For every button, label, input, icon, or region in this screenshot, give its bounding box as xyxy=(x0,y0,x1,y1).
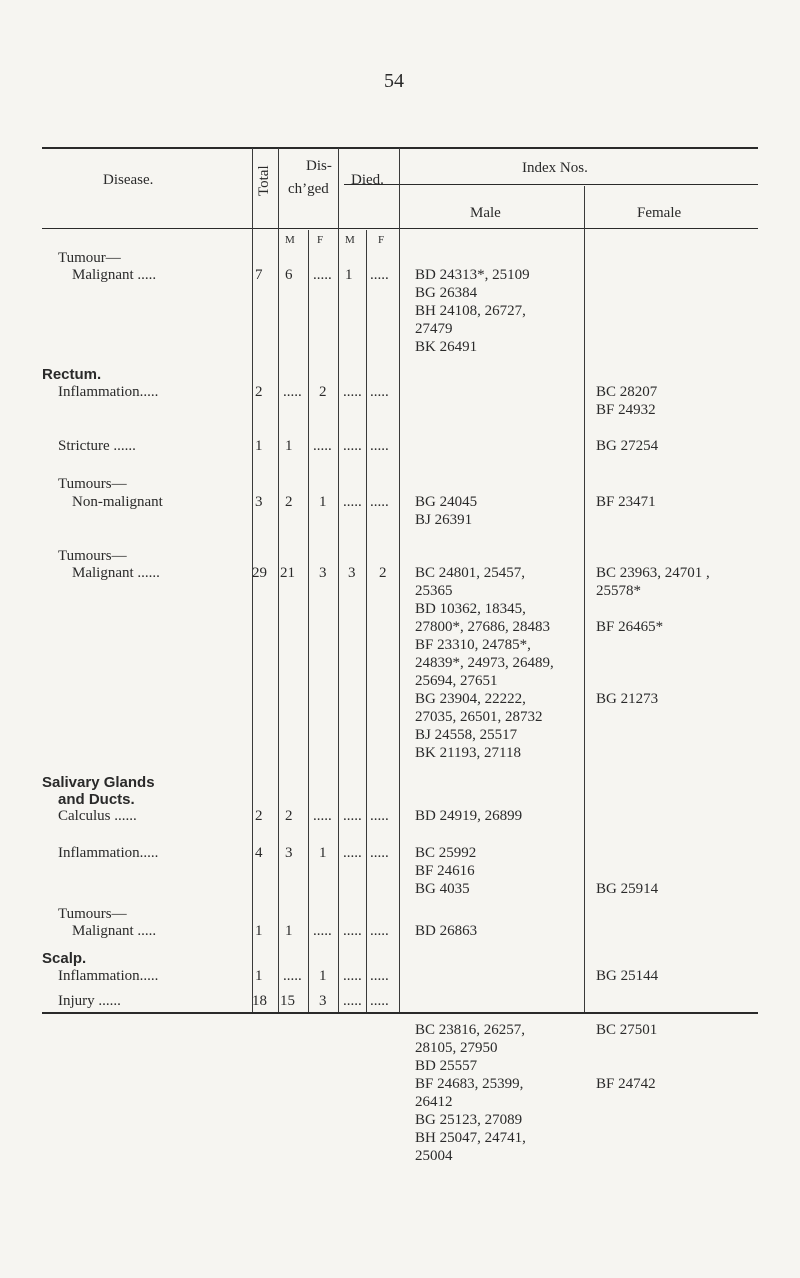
disease-label: Non-malignant xyxy=(72,494,163,510)
header-index: Index Nos. xyxy=(522,160,588,176)
died-m-cell: 1 xyxy=(345,267,353,283)
disease-label: Inflammation..... xyxy=(58,845,159,861)
female-index: BF 23471 xyxy=(596,494,656,510)
dischd-f-cell: ..... xyxy=(313,267,332,283)
female-index: BF 26465* xyxy=(596,619,664,635)
male-index: BG 24045 xyxy=(415,494,478,510)
dischd-f-cell: 1 xyxy=(319,494,327,510)
col-line xyxy=(308,230,309,1012)
header-discharged-1: Dis- xyxy=(306,158,332,174)
male-index: BC 25992 xyxy=(415,845,477,861)
index-header-rule xyxy=(344,184,758,185)
died-m-cell: ..... xyxy=(343,808,362,824)
dischd-m-cell: 2 xyxy=(285,494,293,510)
disease-label: Stricture ...... xyxy=(58,438,136,454)
male-index: BG 4035 xyxy=(415,881,470,897)
died-f-cell: ..... xyxy=(370,384,389,400)
header-female: Female xyxy=(637,205,682,221)
male-index: BG 23904, 22222, xyxy=(415,691,526,707)
male-index: BD 25557 xyxy=(415,1058,478,1074)
subheader-died-m: M xyxy=(345,234,355,246)
died-f-cell: ..... xyxy=(370,267,389,283)
header-died: Died. xyxy=(351,172,384,188)
row-heading: Tumours— xyxy=(58,548,127,564)
male-index: BD 26863 xyxy=(415,923,478,939)
female-index: BG 25144 xyxy=(596,968,659,984)
dischd-m-cell: ..... xyxy=(283,384,302,400)
dischd-f-cell: 1 xyxy=(319,968,327,984)
header-disease: Disease. xyxy=(103,172,154,188)
dischd-f-cell: ..... xyxy=(313,438,332,454)
died-f-cell: ..... xyxy=(370,993,389,1009)
female-index: BC 23963, 24701 , xyxy=(596,565,710,581)
dischd-m-cell: 6 xyxy=(285,267,293,283)
bottom-rule xyxy=(42,1012,758,1014)
died-f-cell: 2 xyxy=(379,565,387,581)
disease-label: Malignant ...... xyxy=(72,565,160,581)
male-index: BK 26491 xyxy=(415,339,478,355)
male-index: 25694, 27651 xyxy=(415,673,498,689)
male-index: BG 25123, 27089 xyxy=(415,1112,523,1128)
male-index: BJ 24558, 25517 xyxy=(415,727,518,743)
disease-label: Calculus ...... xyxy=(58,808,137,824)
died-m-cell: ..... xyxy=(343,384,362,400)
died-m-cell: ..... xyxy=(343,494,362,510)
male-index: 27800*, 27686, 28483 xyxy=(415,619,550,635)
male-index: 28105, 27950 xyxy=(415,1040,498,1056)
male-index: BF 23310, 24785*, xyxy=(415,637,531,653)
col-line xyxy=(338,148,339,1012)
male-index: 25004 xyxy=(415,1148,453,1164)
dischd-m-cell: 1 xyxy=(285,438,293,454)
subheader-discharged-m: M xyxy=(285,234,295,246)
disease-label: Inflammation..... xyxy=(58,968,159,984)
died-f-cell: ..... xyxy=(370,968,389,984)
male-index: BD 24313*, 25109 xyxy=(415,267,530,283)
col-line xyxy=(399,148,400,1012)
total-cell: 3 xyxy=(255,494,263,510)
page-number: 54 xyxy=(384,70,404,92)
female-index: BG 21273 xyxy=(596,691,659,707)
male-index: BG 26384 xyxy=(415,285,478,301)
male-index: BD 10362, 18345, xyxy=(415,601,526,617)
total-cell: 1 xyxy=(255,923,263,939)
total-cell: 2 xyxy=(255,384,263,400)
col-line xyxy=(584,186,585,1012)
died-m-cell: ..... xyxy=(343,923,362,939)
section-heading: Scalp. xyxy=(42,950,87,967)
died-f-cell: ..... xyxy=(370,845,389,861)
female-index: 25578* xyxy=(596,583,641,599)
total-cell: 2 xyxy=(255,808,263,824)
dischd-m-cell: 2 xyxy=(285,808,293,824)
died-m-cell: ..... xyxy=(343,993,362,1009)
died-f-cell: ..... xyxy=(370,494,389,510)
section-heading: Rectum. xyxy=(42,366,102,383)
male-index: BC 23816, 26257, xyxy=(415,1022,526,1038)
female-index: BG 27254 xyxy=(596,438,659,454)
male-index: 26412 xyxy=(415,1094,453,1110)
male-index: BJ 26391 xyxy=(415,512,473,528)
female-index: BC 28207 xyxy=(596,384,658,400)
dischd-m-cell: 1 xyxy=(285,923,293,939)
female-index: BC 27501 xyxy=(596,1022,658,1038)
dischd-f-cell: ..... xyxy=(313,923,332,939)
dischd-f-cell: ..... xyxy=(313,808,332,824)
died-f-cell: ..... xyxy=(370,808,389,824)
male-index: BF 24683, 25399, xyxy=(415,1076,524,1092)
died-m-cell: ..... xyxy=(343,845,362,861)
male-index: BF 24616 xyxy=(415,863,475,879)
disease-label: Injury ...... xyxy=(58,993,121,1009)
female-index: BF 24932 xyxy=(596,402,656,418)
died-m-cell: ..... xyxy=(343,438,362,454)
header-discharged-2: ch’ged xyxy=(288,181,329,197)
col-line xyxy=(278,148,279,1012)
dischd-f-cell: 1 xyxy=(319,845,327,861)
top-rule xyxy=(42,147,758,149)
disease-label: Malignant ..... xyxy=(72,923,157,939)
dischd-m-cell: 15 xyxy=(280,993,295,1009)
male-index: 27479 xyxy=(415,321,453,337)
died-m-cell: ..... xyxy=(343,968,362,984)
row-heading: Tumours— xyxy=(58,906,127,922)
total-cell: 7 xyxy=(255,267,263,283)
total-cell: 1 xyxy=(255,438,263,454)
total-cell: 18 xyxy=(252,993,267,1009)
male-index: BH 24108, 26727, xyxy=(415,303,526,319)
dischd-m-cell: ..... xyxy=(283,968,302,984)
subheader-discharged-f: F xyxy=(317,234,324,246)
died-f-cell: ..... xyxy=(370,438,389,454)
male-index: 27035, 26501, 28732 xyxy=(415,709,543,725)
header-male: Male xyxy=(470,205,501,221)
dischd-f-cell: 3 xyxy=(319,565,327,581)
header-total: Total xyxy=(256,165,272,196)
female-index: BF 24742 xyxy=(596,1076,656,1092)
total-cell: 4 xyxy=(255,845,263,861)
dischd-f-cell: 3 xyxy=(319,993,327,1009)
subheader-died-f: F xyxy=(378,234,385,246)
row-heading: Tumours— xyxy=(58,476,127,492)
col-line xyxy=(366,230,367,1012)
total-cell: 29 xyxy=(252,565,267,581)
died-f-cell: ..... xyxy=(370,923,389,939)
total-cell: 1 xyxy=(255,968,263,984)
male-index: BK 21193, 27118 xyxy=(415,745,521,761)
disease-label: Inflammation..... xyxy=(58,384,159,400)
section-heading: Salivary Glands xyxy=(42,774,155,791)
male-index: BC 24801, 25457, xyxy=(415,565,526,581)
section-heading: and Ducts. xyxy=(58,791,135,808)
male-index: BD 24919, 26899 xyxy=(415,808,523,824)
row-heading: Tumour— xyxy=(58,250,121,266)
died-m-cell: 3 xyxy=(348,565,356,581)
dischd-m-cell: 3 xyxy=(285,845,293,861)
header-bottom-rule xyxy=(42,228,758,229)
male-index: BH 25047, 24741, xyxy=(415,1130,526,1146)
female-index: BG 25914 xyxy=(596,881,659,897)
dischd-f-cell: 2 xyxy=(319,384,327,400)
disease-label: Malignant ..... xyxy=(72,267,157,283)
dischd-m-cell: 21 xyxy=(280,565,295,581)
male-index: 25365 xyxy=(415,583,453,599)
male-index: 24839*, 24973, 26489, xyxy=(415,655,554,671)
